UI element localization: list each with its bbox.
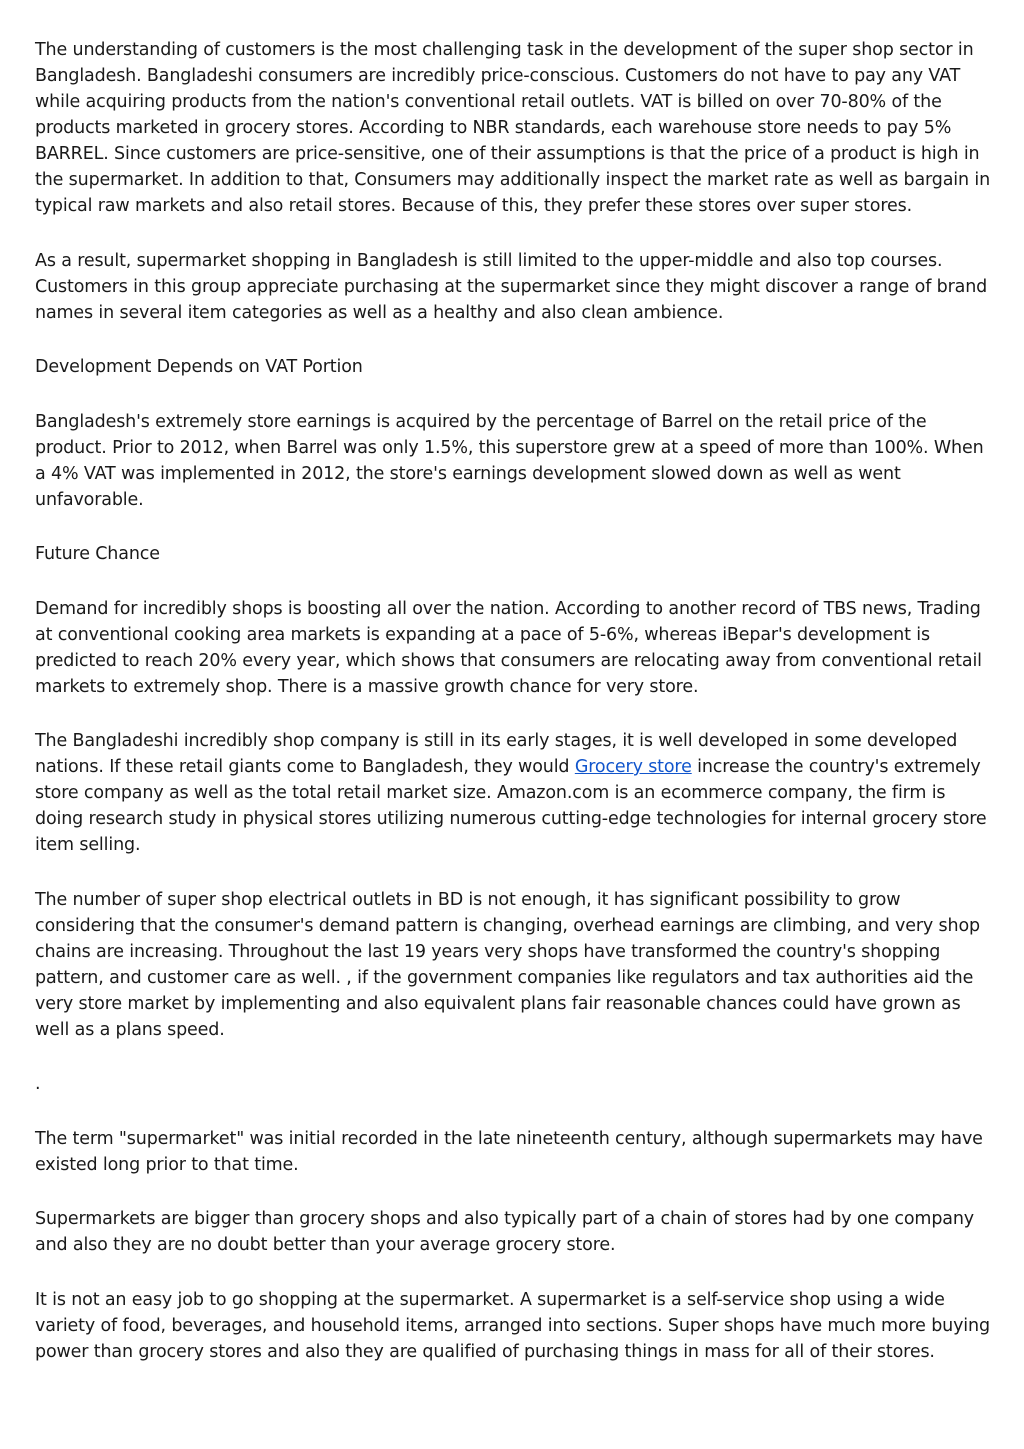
section-heading-future-chance: Future Chance	[35, 544, 160, 564]
paragraph-retail-giants-text-end: increase the country's extremely store company as well as the total retail market size. Amazon.com is an ecommerce company, the firm is doing research study in physical stores utilizing numerous cutting-edge technologies for internal grocery store item selling.	[35, 757, 987, 855]
paragraph-shopping-job: It is not an easy job to go shopping at the supermarket. A supermarket is a self-service shop using a wide variety of food, beverages, and household items, arranged into sections. Super shops have much more buying power than grocery stores and also they are qualified of purchasing things in mass for all of their stores.	[35, 1289, 990, 1362]
paragraph-demand-growth: Demand for incredibly shops is boosting all over the nation. According to another record of TBS news, Trading at conventional cooking area markets is expanding at a pace of 5-6%, whereas iBepar's development is predicted to reach 20% every year, which shows that consumers are relocating away from conventional retail markets to extremely shop. There is a massive growth chance for very store.	[35, 598, 982, 697]
paragraph-retail-giants	[35, 728, 995, 858]
document-body	[35, 37, 995, 1393]
paragraph-supermarket-limited: As a result, supermarket shopping in Bangladesh is still limited to the upper-middle and also top courses. Customers in this group appreciate purchasing at the supermarket since they might discover a range of brand names in several item categories as well as a healthy and also clean ambience.	[35, 250, 988, 323]
grocery-store-link[interactable]: Grocery store	[574, 757, 692, 777]
paragraph-supermarkets-bigger: Supermarkets are bigger than grocery shops and also typically part of a chain of stores had by one company and also they are no doubt better than your average grocery store.	[35, 1209, 975, 1255]
paragraph-retail-giants-text-start: The Bangladeshi incredibly shop company is still in its early stages, it is well developed in some developed nations. If these retail giants come to Bangladesh, they would	[35, 731, 958, 777]
separator-dot: .	[35, 1074, 41, 1094]
paragraph-customer-understanding: The understanding of customers is the most challenging task in the development of the super shop sector in Bangladesh. Bangladeshi consumers are incredibly price-conscious. Customers do not have to pay any VAT while acquiring products from the nation's conventional retail outlets. VAT is billed on over 70-80% of the products marketed in grocery stores. According to NBR standards, each warehouse store needs to pay 5% BARREL. Since customers are price-sensitive, one of their assumptions is that the price of a product is high in the supermarket. In addition to that, Consumers may additionally inspect the market rate as well as bargain in typical raw markets and also retail stores. Because of this, they prefer these stores over super stores.	[35, 40, 991, 216]
section-heading-vat-portion: Development Depends on VAT Portion	[35, 357, 363, 377]
paragraph-super-shop-outlets: The number of super shop electrical outlets in BD is not enough, it has significant possibility to grow considering that the consumer's demand pattern is changing, overhead earnings are climbing, and very shop chains are increasing. Throughout the last 19 years very shops have transformed the country's shopping pattern, and customer care as well. , if the government companies like regulators and tax authorities aid the very store market by implementing and also equivalent plans fair reasonable chances could have grown as well as a plans speed.	[35, 889, 980, 1040]
paragraph-store-earnings: Bangladesh's extremely store earnings is acquired by the percentage of Barrel on the retail price of the product. Prior to 2012, when Barrel was only 1.5%, this superstore grew at a speed of more than 100%. When a 4% VAT was implemented in 2012, the store's earnings development slowed down as well as went unfavorable.	[35, 411, 984, 510]
paragraph-term-supermarket: The term "supermarket" was initial recorded in the late nineteenth century, although supermarkets may have existed long prior to that time.	[35, 1128, 983, 1175]
